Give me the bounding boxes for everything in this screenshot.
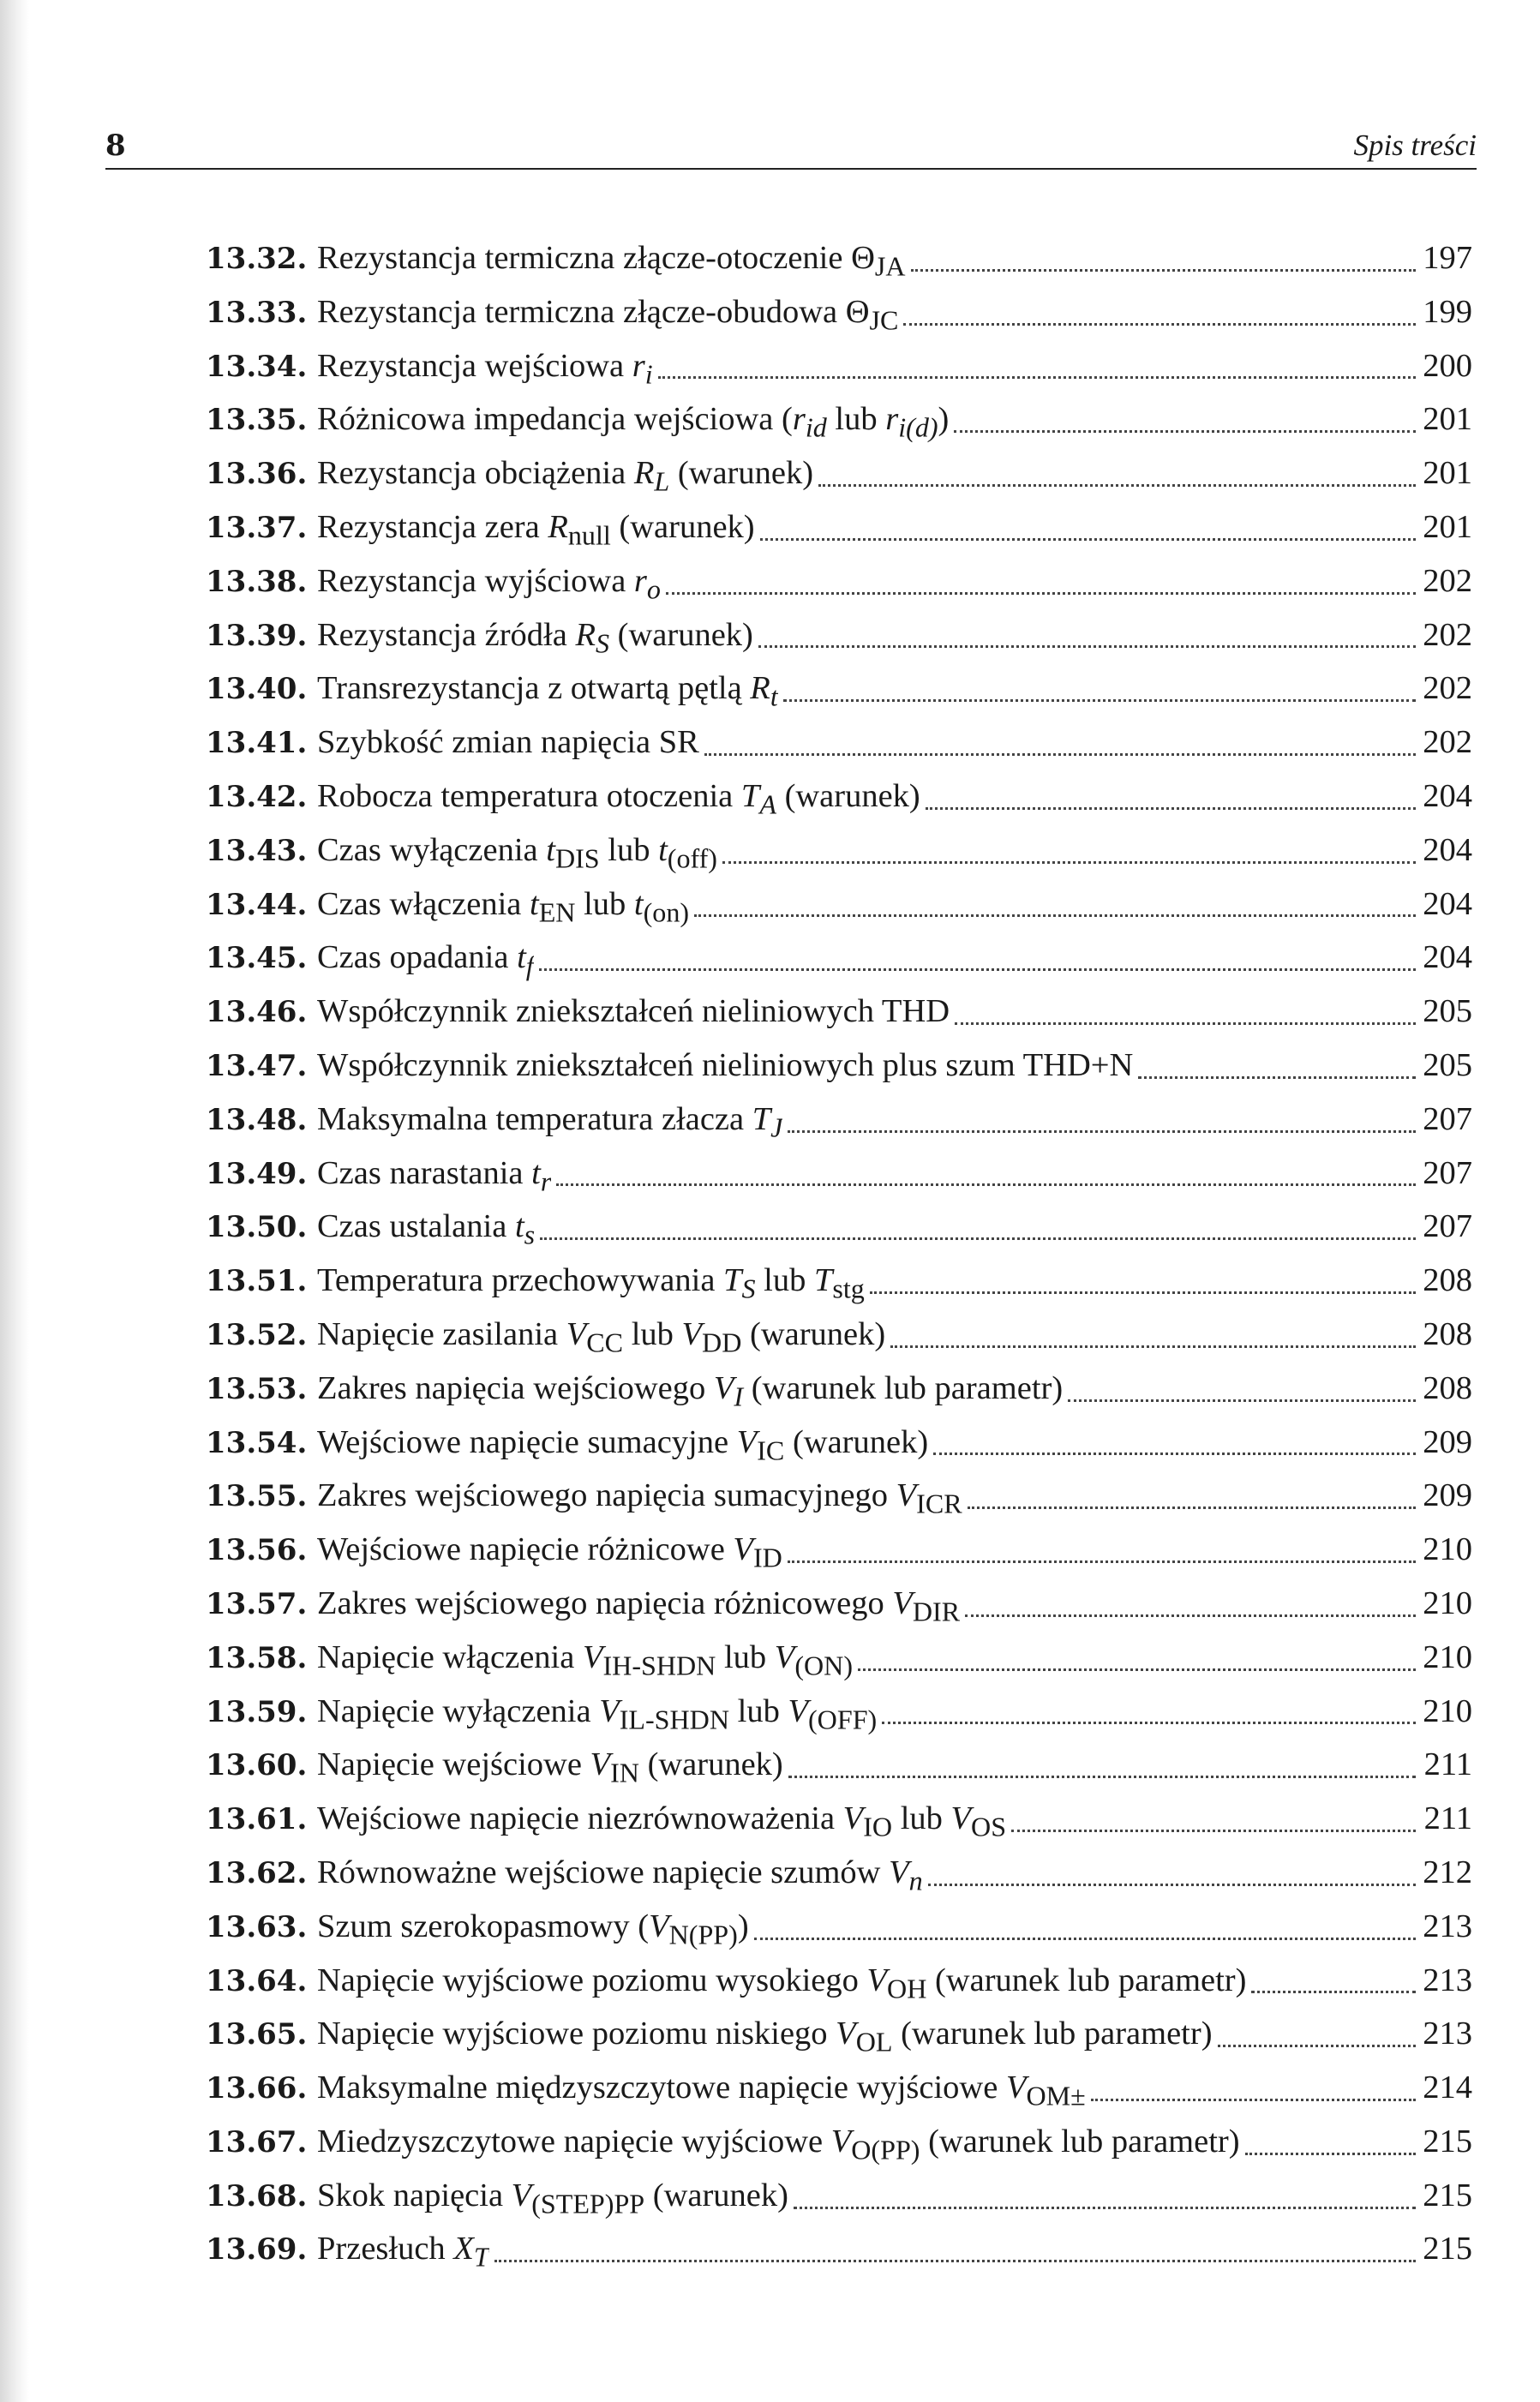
toc-entry-page: 211 [1423, 1746, 1472, 1783]
toc-entry-title: Temperatura przechowywania $T_S$ lub $T_{stg}$ [317, 1262, 865, 1304]
dot-leader [926, 807, 1416, 810]
toc-entry-title: Napięcie włączenia $V_{IH-SHDN}$ lub $V_{(ON)}$ [317, 1638, 854, 1681]
toc-entry-number: 13.59. [206, 1694, 308, 1729]
toc-entry-title: Rezystancja obciążenia $R_L$ (warunek) [317, 455, 814, 497]
toc-entry-number: 13.35. [206, 403, 308, 438]
toc-entry-title: Współczynnik zniekształceń nieliniowych plus szum THD+N [317, 1046, 1134, 1083]
toc-entry-page: 202 [1423, 724, 1472, 761]
toc-entry-number: 13.49. [206, 1156, 308, 1191]
toc-entry-title: Czas wyłączenia $t_{DIS}$ lub $t_{(off)}$ [317, 831, 717, 874]
dot-leader [911, 269, 1416, 272]
toc-entry-page: 197 [1423, 240, 1472, 276]
toc-entry-page: 201 [1423, 401, 1472, 438]
toc-entry-number: 13.54. [206, 1425, 308, 1460]
dot-leader [758, 645, 1416, 648]
toc-entry-page: 202 [1423, 670, 1472, 707]
toc-entry-page: 210 [1423, 1531, 1472, 1568]
dot-leader [968, 1506, 1416, 1509]
toc-entry-number: 13.39. [206, 618, 308, 653]
toc-entry-number: 13.58. [206, 1640, 308, 1675]
dot-leader [704, 753, 1416, 756]
toc-entry-page: 201 [1423, 455, 1472, 492]
toc-entry-page: 214 [1423, 2070, 1472, 2106]
toc-entry-number: 13.60. [206, 1748, 308, 1783]
toc-entry-title: Czas ustalania $t_s$ [317, 1208, 536, 1251]
dot-leader [722, 861, 1416, 864]
dot-leader [783, 699, 1416, 702]
toc-entry [206, 554, 1472, 608]
toc-entry [206, 1416, 1472, 1470]
toc-entry-title: Czas opadania $t_f$ [317, 939, 534, 982]
toc-entry-page: 215 [1423, 2231, 1472, 2267]
toc-entry-page: 213 [1423, 1908, 1472, 1944]
toc-entry [206, 1200, 1472, 1254]
toc-entry [206, 231, 1472, 285]
dot-leader [1011, 1830, 1416, 1832]
dot-leader [754, 1938, 1416, 1940]
page-number: 8 [105, 129, 126, 163]
dot-leader [556, 1183, 1416, 1186]
toc-entry-page: 204 [1423, 885, 1472, 922]
toc-entry-title: Współczynnik zniekształceń nieliniowych THD [317, 993, 950, 1030]
toc-entry-number: 13.50. [206, 1210, 308, 1245]
toc-entry-number: 13.67. [206, 2124, 308, 2159]
toc-entry-page: 213 [1423, 1962, 1472, 1998]
dot-leader [965, 1614, 1416, 1617]
dot-leader [788, 1776, 1416, 1778]
toc-entry [206, 608, 1472, 662]
dot-leader [933, 1453, 1416, 1455]
toc-entry-title: Transrezystancja z otwartą pętlą $R_t$ [317, 670, 778, 713]
toc-entry-number: 13.62. [206, 1855, 308, 1890]
toc-entry-title: Napięcie zasilania $V_{CC}$ lub $V_{DD}$ (warunek) [317, 1315, 886, 1358]
toc-entry-number: 13.45. [206, 941, 308, 976]
toc-entry-title: Rezystancja wyjściowa $r_o$ [317, 562, 661, 605]
toc-entry-number: 13.44. [206, 887, 308, 922]
toc-entry-number: 13.37. [206, 510, 308, 545]
dot-leader [694, 914, 1416, 917]
toc-entry-number: 13.47. [206, 1048, 308, 1083]
dot-leader [858, 1668, 1416, 1671]
toc-entry-page: 205 [1423, 1046, 1472, 1083]
toc-entry-page: 213 [1423, 2016, 1472, 2052]
toc-entry [206, 931, 1472, 985]
toc-entry-number: 13.38. [206, 564, 308, 599]
toc-entry-page: 208 [1423, 1262, 1472, 1299]
toc-entry [206, 770, 1472, 824]
page-header [105, 122, 1477, 170]
toc-entry-page: 204 [1423, 777, 1472, 814]
toc-entry-number: 13.43. [206, 833, 308, 868]
dot-leader [788, 1560, 1416, 1563]
toc-entry [206, 1792, 1472, 1846]
toc-entry-title: Rezystancja zera $R_{null}$ (warunek) [317, 508, 755, 551]
toc-entry-title: Rezystancja termiczna złącze-otoczenie $\Theta_{JA}$ [317, 240, 906, 282]
header-rule [105, 168, 1477, 170]
toc-entry-title: Zakres napięcia wejściowego $V_I$ (warunek lub parametr) [317, 1369, 1064, 1412]
toc-entry-title: Wejściowe napięcie różnicowe $V_{ID}$ [317, 1531, 782, 1573]
toc-entry [206, 878, 1472, 931]
toc-entry-page: 210 [1423, 1692, 1472, 1729]
toc-entry-number: 13.34. [206, 349, 308, 384]
dot-leader [1245, 2153, 1416, 2155]
dot-leader [903, 323, 1416, 326]
toc-entry-title: Szum szerokopasmowy $(V_{N(PP)})$ [317, 1908, 749, 1950]
dot-leader [760, 538, 1416, 541]
toc-entry-number: 13.41. [206, 726, 308, 761]
dot-leader [1068, 1399, 1416, 1402]
toc-entry-number: 13.42. [206, 779, 308, 814]
toc-entry [206, 1685, 1472, 1739]
dot-leader [494, 2260, 1416, 2262]
toc-entry-page: 208 [1423, 1315, 1472, 1352]
toc-entry-page: 212 [1423, 1854, 1472, 1890]
toc-entry-page: 205 [1423, 993, 1472, 1030]
toc-entry [206, 1631, 1472, 1685]
dot-leader [818, 484, 1416, 487]
dot-leader [890, 1345, 1416, 1348]
dot-leader [955, 1022, 1416, 1025]
toc-entry-page: 202 [1423, 562, 1472, 599]
toc-entry-page: 204 [1423, 831, 1472, 868]
toc-entry [206, 662, 1472, 716]
toc-entry-page: 209 [1423, 1423, 1472, 1460]
toc-entry-page: 211 [1423, 1800, 1472, 1837]
toc-entry-title: Wejściowe napięcie sumacyjne $V_{IC}$ (warunek) [317, 1423, 929, 1466]
toc-entry [206, 1308, 1472, 1362]
dot-leader [666, 592, 1416, 595]
dot-leader [788, 1130, 1416, 1133]
toc-entry [206, 985, 1472, 1039]
toc-entry-number: 13.55. [206, 1479, 308, 1514]
toc-entry-page: 202 [1423, 616, 1472, 653]
toc-entry-page: 201 [1423, 508, 1472, 545]
toc-entry-title: Różnicowa impedancja wejściowa ($r_{id}$ lub $r_{i(d)}$) [317, 401, 950, 444]
toc-entry [206, 716, 1472, 770]
toc-entry-number: 13.65. [206, 2017, 308, 2052]
toc-entry-title: Napięcie wyjściowe poziomu wysokiego $V_{OH}$ (warunek lub parametr) [317, 1962, 1247, 2004]
toc-entry-title: Napięcie wyjściowe poziomu niskiego $V_{OL}$ (warunek lub parametr) [317, 2016, 1213, 2058]
toc-entry-title: Robocza temperatura otoczenia $T_A$ (warunek) [317, 777, 920, 820]
dot-leader [658, 376, 1416, 379]
scan-edge-shadow [0, 0, 29, 2402]
toc-entry [206, 392, 1472, 446]
toc-entry-number: 13.66. [206, 2071, 308, 2106]
dot-leader [882, 1722, 1416, 1724]
dot-leader [1138, 1076, 1416, 1079]
toc-entry-number: 13.46. [206, 995, 308, 1030]
toc-entry [206, 1846, 1472, 1900]
toc-entry-page: 207 [1423, 1100, 1472, 1137]
toc-entry-number: 13.57. [206, 1586, 308, 1621]
toc-entry [206, 285, 1472, 339]
toc-entry-number: 13.52. [206, 1317, 308, 1352]
dot-leader [540, 1237, 1416, 1240]
toc-entry [206, 2061, 1472, 2115]
dot-leader [1091, 2099, 1416, 2101]
toc-entry-title: Czas włączenia $t_{EN}$ lub $t_{(on)}$ [317, 885, 690, 928]
toc-entry-number: 13.51. [206, 1264, 308, 1299]
toc-entry [206, 2007, 1472, 2061]
toc-entry-title: Rezystancja termiczna złącze-obudowa $\Theta_{JC}$ [317, 293, 899, 336]
toc-entry-page: 210 [1423, 1584, 1472, 1621]
dot-leader [1218, 2045, 1416, 2047]
toc-entry-title: Przesłuch $X_T$ [317, 2231, 489, 2273]
toc-entry-page: 210 [1423, 1638, 1472, 1675]
toc-entry-title: Zakres wejściowego napięcia różnicowego $V_{DIR}$ [317, 1584, 961, 1627]
toc-entry-title: Skok napięcia $V_{(STEP)PP}$ (warunek) [317, 2177, 788, 2219]
toc-entry-number: 13.36. [206, 457, 308, 492]
toc-entry-title: Maksymalne międzyszczytowe napięcie wyjściowe $V_{OM\pm}$ [317, 2070, 1086, 2111]
toc-entry-page: 204 [1423, 939, 1472, 976]
toc-entry-title: Napięcie wejściowe $V_{IN}$ (warunek) [317, 1746, 783, 1788]
toc-entry-page: 207 [1423, 1154, 1472, 1191]
toc-entry [206, 1469, 1472, 1523]
table-of-contents [206, 231, 1472, 2276]
dot-leader [954, 430, 1416, 433]
toc-entry-title: Czas narastania $t_r$ [317, 1154, 552, 1197]
toc-entry-page: 199 [1423, 293, 1472, 330]
toc-entry-number: 13.68. [206, 2178, 308, 2213]
toc-entry-title: Wejściowe napięcie niezrównoważenia $V_{IO}$ lub $V_{OS}$ [317, 1800, 1007, 1842]
toc-entry-number: 13.69. [206, 2232, 308, 2267]
toc-entry [206, 500, 1472, 554]
toc-entry-title: Rezystancja źródła $R_S$ (warunek) [317, 616, 753, 659]
toc-entry [206, 1093, 1472, 1147]
toc-entry-number: 13.56. [206, 1533, 308, 1568]
toc-entry [206, 1362, 1472, 1416]
toc-entry-number: 13.63. [206, 1909, 308, 1944]
toc-entry-number: 13.40. [206, 672, 308, 707]
toc-entry-page: 215 [1423, 2123, 1472, 2159]
toc-entry-title: Równoważne wejściowe napięcie szumów $V_n$ [317, 1854, 923, 1896]
toc-entry [206, 1147, 1472, 1201]
toc-entry-page: 215 [1423, 2177, 1472, 2213]
toc-entry-number: 13.53. [206, 1371, 308, 1406]
dot-leader [1251, 1991, 1416, 1993]
dot-leader [794, 2207, 1416, 2209]
dot-leader [928, 1884, 1416, 1886]
dot-leader [870, 1291, 1416, 1294]
running-title: Spis treści [1353, 129, 1477, 162]
toc-entry [206, 1254, 1472, 1308]
toc-entry-title: Szybkość zmian napięcia SR [317, 724, 699, 761]
toc-entry [206, 2115, 1472, 2169]
toc-entry-number: 13.48. [206, 1102, 308, 1137]
toc-entry [206, 2222, 1472, 2276]
toc-entry-number: 13.64. [206, 1963, 308, 1998]
toc-entry-page: 200 [1423, 347, 1472, 384]
dot-leader [539, 968, 1416, 971]
toc-entry-title: Zakres wejściowego napięcia sumacyjnego $V_{ICR}$ [317, 1477, 962, 1520]
toc-entry [206, 1577, 1472, 1631]
toc-entry-number: 13.32. [206, 242, 308, 276]
toc-entry-page: 209 [1423, 1477, 1472, 1514]
toc-entry-title: Napięcie wyłączenia $V_{IL-SHDN}$ lub $V_{(OFF)}$ [317, 1692, 878, 1735]
toc-entry [206, 1039, 1472, 1093]
toc-entry-title: Rezystancja wejściowa $r_i$ [317, 347, 653, 390]
toc-entry-number: 13.33. [206, 295, 308, 330]
toc-entry-title: Miedzyszczytowe napięcie wyjściowe $V_{O(PP)}$ (warunek lub parametr) [317, 2123, 1240, 2165]
toc-entry-title: Maksymalna temperatura złacza $T_J$ [317, 1100, 783, 1143]
toc-entry [206, 1954, 1472, 2008]
toc-entry-page: 207 [1423, 1208, 1472, 1245]
toc-entry-number: 13.61. [206, 1802, 308, 1837]
toc-entry-page: 208 [1423, 1369, 1472, 1406]
